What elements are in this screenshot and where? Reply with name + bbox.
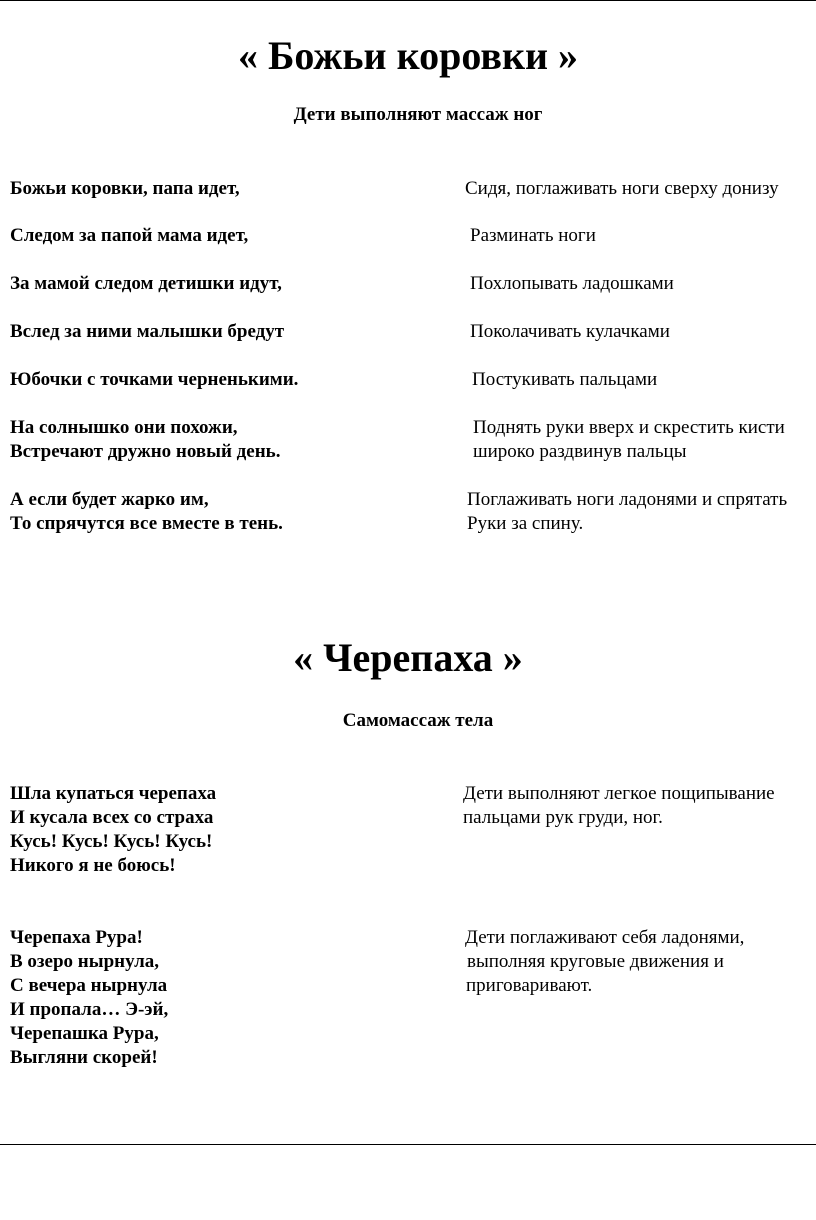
turtle-verse-1-line-2: И кусала всех со страха [10, 807, 214, 828]
ladybugs-action-6-line-1: Поднять руки вверх и скрестить кисти [473, 417, 785, 438]
turtle-action-2-line-1: Дети поглаживают себя ладонями, [465, 927, 745, 948]
turtle-verse-2-line-3: С вечера нырнула [10, 975, 168, 996]
turtle-verse-2-line-2: В озеро нырнула, [10, 951, 160, 972]
turtle-verse-2-line-5: Черепашка Рура, [10, 1023, 159, 1044]
ladybugs-subtitle: Дети выполняют массаж ног [293, 104, 543, 125]
ladybugs-action-2: Разминать ноги [470, 225, 596, 246]
bottom-rule [0, 1144, 816, 1145]
turtle-subtitle: Самомассаж тела [342, 710, 494, 731]
turtle-verse-2-line-6: Выгляни скорей! [10, 1047, 158, 1068]
turtle-verse-1-line-3: Кусь! Кусь! Кусь! Кусь! [10, 831, 213, 852]
ladybugs-verse-1: Божьи коровки, папа идет, [10, 178, 240, 199]
ladybugs-verse-2: Следом за папой мама идет, [10, 225, 249, 246]
top-rule [0, 0, 816, 1]
ladybugs-action-7-line-2: Руки за спину. [467, 513, 584, 534]
turtle-action-2-line-2: выполняя круговые движения и [467, 951, 724, 972]
turtle-action-2 [465, 926, 744, 998]
ladybugs-verse-7 [10, 488, 283, 536]
turtle-action-1 [463, 782, 816, 830]
ladybugs-verse-6-line-1: На солнышко они похожи, [10, 417, 238, 438]
turtle-verse-2-line-4: И пропала… Э-эй, [10, 999, 169, 1020]
ladybugs-action-7 [467, 488, 816, 536]
ladybugs-action-1: Сидя, поглаживать ноги сверху донизу [465, 178, 779, 199]
ladybugs-verse-3: За мамой следом детишки идут, [10, 273, 282, 294]
ladybugs-action-6 [473, 416, 816, 464]
ladybugs-action-5: Постукивать пальцами [472, 369, 658, 390]
ladybugs-verse-6-line-2: Встречают дружно новый день. [10, 441, 281, 462]
turtle-action-2-line-3: приговаривают. [466, 975, 593, 996]
ladybugs-action-4: Поколачивать кулачками [470, 321, 670, 342]
turtle-action-1-line-1: Дети выполняют легкое пощипывание [463, 783, 775, 804]
turtle-verse-1-line-4: Никого я не боюсь! [10, 855, 176, 876]
ladybugs-verse-5: Юбочки с точками черненькими. [10, 369, 299, 390]
turtle-verse-2 [10, 926, 168, 1070]
turtle-verse-2-line-1: Черепаха Рура! [10, 927, 143, 948]
turtle-title: « Черепаха » [293, 635, 523, 680]
ladybugs-title: « Божьи коровки » [237, 33, 579, 78]
ladybugs-verse-7-line-1: А если будет жарко им, [10, 489, 209, 510]
ladybugs-action-3: Похлопывать ладошками [470, 273, 674, 294]
turtle-verse-1 [10, 782, 216, 878]
ladybugs-verse-4: Вслед за ними малышки бредут [10, 321, 285, 342]
ladybugs-action-7-line-1: Поглаживать ноги ладонями и спрятать [467, 489, 788, 510]
turtle-verse-1-line-1: Шла купаться черепаха [10, 783, 217, 804]
turtle-action-1-line-2: пальцами рук груди, ног. [463, 807, 663, 828]
ladybugs-verse-7-line-2: То спрячутся все вместе в тень. [10, 513, 283, 534]
ladybugs-verse-6 [10, 416, 280, 464]
ladybugs-action-6-line-2: широко раздвинув пальцы [473, 441, 687, 462]
